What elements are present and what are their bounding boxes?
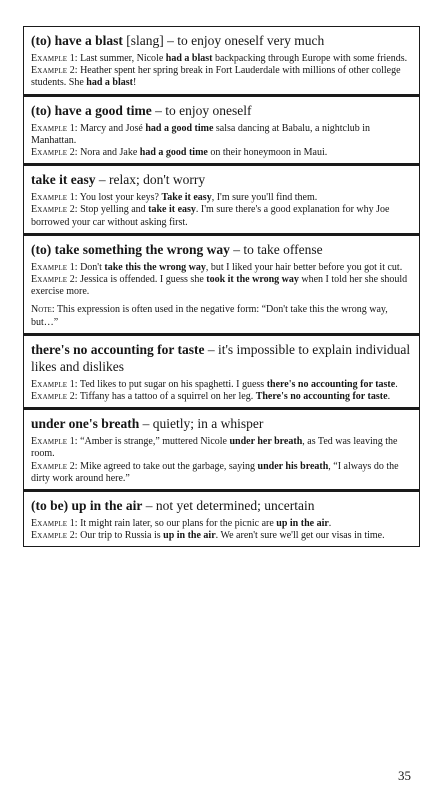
example-label: Example — [31, 436, 68, 448]
example-idiom: took it the wrong way — [206, 274, 299, 286]
example-idiom: had a blast — [165, 53, 213, 64]
example-text: Jessica is offended. I guess she — [80, 274, 207, 286]
idiom-term: under one's breath — [31, 416, 140, 432]
example-number: 2: — [67, 147, 81, 159]
example-number: 1: — [67, 378, 80, 390]
example-1 — [31, 518, 412, 530]
idiom-heading — [31, 497, 412, 514]
example-idiom: had a good time — [145, 122, 214, 134]
example-idiom: there's no accounting for taste — [266, 378, 396, 390]
example-label: Example — [31, 192, 68, 204]
example-text: “Amber is strange,” muttered Nicole — [80, 436, 230, 448]
example-idiom: take it easy — [148, 204, 196, 216]
idiom-definition: – not yet determined; uncertain — [142, 498, 315, 514]
example-number: 2: — [67, 274, 81, 286]
example-text: Mike agreed to take out the garbage, saying — [80, 460, 258, 472]
idiom-definition: – quietly; in a whisper — [139, 416, 264, 432]
example-label: Example — [31, 460, 68, 472]
example-label: Example — [31, 65, 68, 77]
example-number: 2: — [67, 460, 81, 472]
example-label: Example — [31, 204, 68, 216]
example-number: 2: — [67, 391, 80, 403]
page-number: 35 — [398, 768, 411, 783]
example-text: Marcy and José — [80, 122, 146, 134]
example-text: Ted likes to put sugar on his spaghetti. I guess — [79, 378, 267, 390]
example-text: . — [395, 378, 398, 390]
example-number: 1: — [67, 53, 81, 64]
example-text: when I told her she should exercise more. — [31, 274, 408, 298]
example-idiom: There's no accounting for taste — [255, 391, 388, 403]
example-idiom: up in the air — [276, 518, 329, 530]
idiom-entry — [24, 233, 419, 333]
idiom-heading — [31, 102, 412, 119]
example-text: , as Ted was leaving the room. — [31, 436, 398, 460]
idiom-heading — [31, 415, 412, 432]
idiom-entry — [24, 333, 419, 407]
idiom-term: (to) have a blast — [31, 33, 123, 48]
example-label: Example — [31, 147, 68, 159]
idiom-heading — [31, 241, 412, 258]
idiom-entry — [24, 94, 419, 164]
example-text: , I'm sure you'll find them. — [211, 192, 318, 204]
idiom-definition: – to take offense — [229, 241, 323, 257]
example-label: Example — [31, 518, 68, 530]
example-text: Stop yelling and — [80, 204, 149, 216]
idiom-definition: – relax; don't worry — [95, 172, 206, 188]
example-number: 1: — [67, 518, 81, 530]
example-2 — [31, 204, 412, 228]
example-label: Example — [31, 378, 68, 390]
example-2 — [31, 65, 412, 89]
example-text: Nora and Jake — [80, 147, 140, 159]
example-text: Our trip to Russia is — [80, 530, 164, 542]
example-text: Heather spent her spring break in Fort Lauderdale with millions of other college students. She — [31, 65, 401, 89]
example-label: Example — [31, 391, 68, 403]
example-2 — [31, 530, 412, 542]
example-label: Example — [31, 261, 68, 273]
example-1 — [31, 192, 412, 204]
note-text: : This expression is often used in the negative form: “Don't take this the wrong way, but…” — [31, 304, 388, 328]
example-text: . — [328, 518, 332, 530]
example-1 — [31, 53, 412, 65]
example-label: Example — [31, 530, 68, 542]
idiom-definition: – it's impossible to explain individual likes and dislikes — [31, 341, 411, 374]
example-1 — [31, 262, 412, 274]
idiom-heading — [31, 32, 412, 49]
example-text: . — [387, 391, 391, 403]
idiom-term: take it easy — [31, 172, 96, 188]
example-idiom: had a good time — [139, 147, 208, 159]
example-text: You lost your keys? — [79, 192, 162, 204]
example-1 — [31, 123, 412, 147]
example-idiom: under her breath — [229, 436, 303, 448]
example-number: 1: — [67, 261, 81, 273]
example-text: ! — [132, 77, 137, 89]
example-1 — [31, 379, 412, 391]
example-idiom: Take it easy — [161, 192, 212, 204]
example-text: , but I liked your hair better before you got it cut. — [205, 261, 403, 273]
idiom-heading — [31, 341, 412, 375]
example-2 — [31, 147, 412, 159]
idiom-definition: – to enjoy oneself — [151, 102, 252, 118]
example-2 — [31, 461, 412, 485]
example-idiom: up in the air — [163, 530, 216, 542]
example-text: . We aren't sure we'll get our visas in time. — [215, 530, 385, 542]
example-label: Example — [31, 122, 68, 134]
idiom-heading — [31, 171, 412, 188]
example-idiom: take this the wrong way — [104, 261, 206, 273]
example-label: Example — [31, 274, 68, 286]
example-text: on their honeymoon in Maui. — [207, 147, 328, 159]
example-text: Don't — [80, 261, 105, 273]
idiom-entry — [24, 489, 419, 546]
example-text: Tiffany has a tattoo of a squirrel on her leg. — [79, 391, 256, 403]
example-number: 2: — [67, 204, 81, 216]
example-2 — [31, 274, 412, 298]
example-1 — [31, 436, 412, 460]
usage-note — [31, 304, 412, 328]
example-number: 2: — [67, 65, 81, 77]
example-text: backpacking through Europe with some friends. — [212, 53, 408, 64]
example-text: , “I always do the dirty work around here.” — [31, 460, 399, 484]
example-idiom: under his breath — [257, 460, 329, 472]
idiom-term: (to) have a good time — [31, 102, 152, 118]
example-number: 2: — [67, 530, 81, 542]
idiom-term: (to) take something the wrong way — [31, 241, 230, 257]
idiom-entry — [24, 27, 419, 94]
idiom-definition: [slang] – to enjoy oneself very much — [122, 33, 325, 48]
example-idiom: had a blast — [86, 77, 133, 89]
example-text: Last summer, Nicole — [80, 53, 166, 64]
note-label: Note — [31, 304, 52, 316]
idiom-term: there's no accounting for taste — [31, 341, 205, 357]
example-text: It might rain later, so our plans for the picnic are — [80, 518, 277, 530]
example-number: 1: — [67, 436, 81, 448]
example-number: 1: — [67, 192, 80, 204]
example-label: Example — [31, 53, 68, 64]
idiom-entry — [24, 163, 419, 233]
idiom-entry — [24, 407, 419, 489]
example-number: 1: — [67, 122, 81, 134]
idiom-term: (to be) up in the air — [31, 498, 143, 514]
example-2 — [31, 391, 412, 403]
example-text: . I'm sure there's a good explanation for why Joe borrowed your car without asking first. — [31, 204, 390, 228]
idiom-box — [23, 26, 420, 547]
example-text: salsa dancing at Babalu, a nightclub in Manhattan. — [31, 122, 371, 146]
